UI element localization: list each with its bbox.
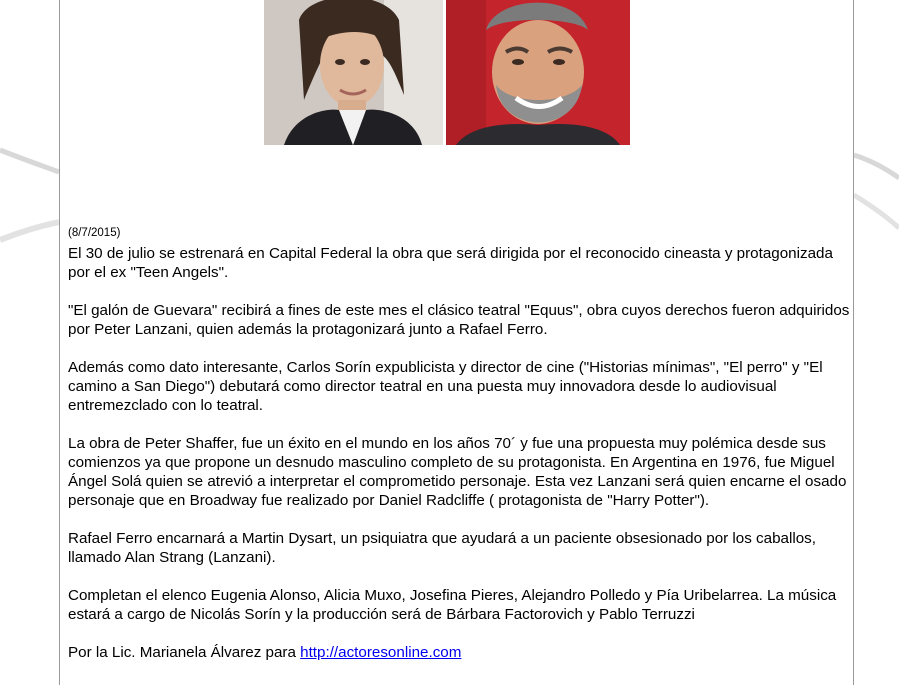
article-paragraph: Completan el elenco Eugenia Alonso, Alicia Muxo, Josefina Pieres, Alejandro Polledo y Pía Uribelarrea. La música estará a cargo de Nicolás Sorín y la producción será de Bárbara Factorovich y Pablo Terruzzi xyxy=(68,587,837,623)
actoresonline-link[interactable]: http://actoresonline.com xyxy=(300,644,462,661)
article-paragraph: Además como dato interesante, Carlos Sorín expublicista y director de cine ("Historias mínimas", "El perro" y "El camino a San Diego") debutará como director teatral en una puesta muy innovadora desde lo audiovisual entremezclado con lo teatral. xyxy=(68,359,823,414)
article-paragraph: La obra de Peter Shaffer, fue un éxito en el mundo en los años 70´ y fue una propuesta muy polémica desde sus comienzos ya que propone un desnudo masculino completo de su protagonista. En Argentina en 1976, fue Miguel Ángel Solá quien se atrevió a interpretar el comprometido personaje. Esta vez Lanzani será quien encarne el osado personaje que en Broadway fue realizado por Daniel Radcliffe ( protagonista de "Harry Potter"). xyxy=(68,435,847,509)
portrait-peter-lanzani-image xyxy=(264,0,443,145)
byline-text: Por la Lic. Marianela Álvarez para xyxy=(68,644,301,661)
portrait-rafael-ferro-image xyxy=(446,0,630,145)
article-paragraph: Rafael Ferro encarnará a Martin Dysart, un psiquiatra que ayudará a un paciente obsesionado por los caballos, llamado Alan Strang (Lanzani). xyxy=(68,530,816,566)
article-body xyxy=(68,226,850,662)
article-paragraph: El 30 de julio se estrenará en Capital Federal la obra que será dirigida por el reconocido cineasta y protagonizada por el ex "Teen Angels". xyxy=(68,245,833,281)
content-column xyxy=(59,0,854,685)
article-date: (8/7/2015) xyxy=(68,227,121,239)
article-paragraph: "El galón de Guevara" recibirá a fines de este mes el clásico teatral "Equus", obra cuyos derechos fueron adquiridos por Peter Lanzani, quien además la protagonizará junto a Rafael Ferro. xyxy=(68,302,850,338)
article-byline xyxy=(68,643,850,662)
